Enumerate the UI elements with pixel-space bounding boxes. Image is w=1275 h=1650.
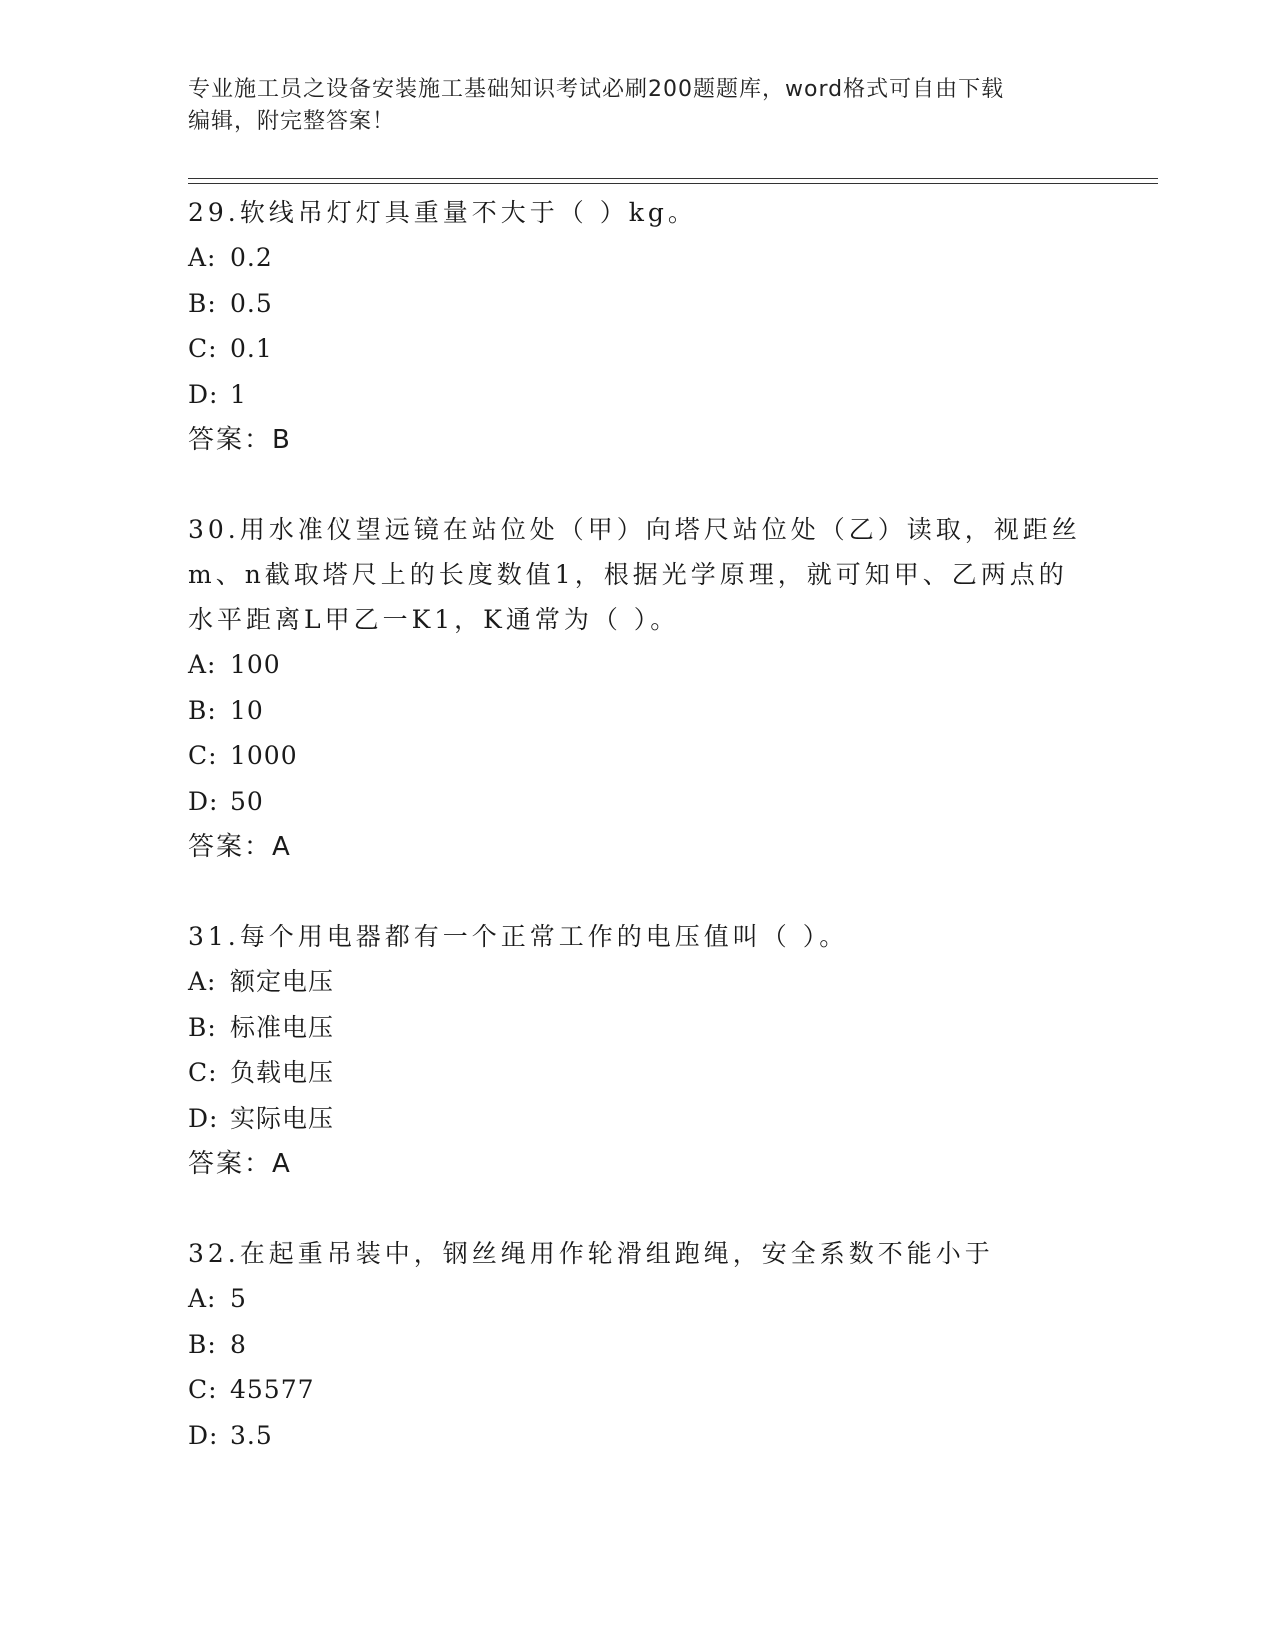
option-text: 标准电压	[230, 1012, 335, 1042]
option-letter: A:	[188, 650, 217, 679]
option-text: 1000	[230, 741, 298, 770]
option-letter: D:	[188, 379, 219, 409]
option-letter: C:	[188, 1375, 218, 1404]
question-stem: 29.软线吊灯灯具重量不大于（ ）kg。	[188, 198, 697, 227]
question-30	[188, 507, 1088, 870]
option-text: 0.5	[230, 288, 273, 318]
option-c	[188, 326, 1088, 372]
option-text: 50	[230, 786, 264, 816]
spacer	[188, 1187, 1088, 1231]
option-c	[188, 733, 1088, 779]
option-letter: A:	[188, 243, 217, 272]
option-text: 5	[230, 1284, 247, 1313]
option-a	[188, 235, 1088, 281]
question-list	[188, 190, 1088, 1458]
option-letter: A:	[188, 1284, 217, 1313]
answer-line: 答案：A	[188, 1149, 292, 1179]
option-letter: B:	[188, 1329, 217, 1359]
option-letter: C:	[188, 1058, 218, 1087]
header-line-1: 专业施工员之设备安装施工基础知识考试必刷200题题库，word格式可自由下载	[188, 77, 1005, 102]
option-letter: B:	[188, 695, 217, 725]
header-line-2: 编辑，附完整答案！	[188, 109, 396, 134]
option-text: 3.5	[230, 1420, 273, 1450]
option-letter: B:	[188, 288, 217, 318]
option-letter: D:	[188, 1420, 219, 1450]
option-letter: C:	[188, 741, 218, 770]
option-a	[188, 1276, 1088, 1322]
question-stem-line-3: 水平距离L甲乙一K1，K通常为（ ）。	[188, 605, 680, 634]
spacer	[188, 870, 1088, 914]
spacer	[188, 463, 1088, 507]
question-stem: 31.每个用电器都有一个正常工作的电压值叫（ ）。	[188, 922, 849, 951]
option-a	[188, 642, 1088, 688]
question-32	[188, 1231, 1088, 1458]
header-divider-bottom	[188, 183, 1158, 184]
option-letter: D:	[188, 786, 219, 816]
answer-line: 答案：B	[188, 425, 292, 455]
answer-line: 答案：A	[188, 832, 292, 862]
question-stem-line-2: m、n截取塔尺上的长度数值1，根据光学原理，就可知甲、乙两点的	[188, 560, 1068, 589]
option-b	[188, 281, 1088, 327]
question-29	[188, 190, 1088, 463]
option-letter: A:	[188, 967, 217, 996]
option-d	[188, 779, 1088, 825]
document-header	[188, 74, 1088, 138]
option-letter: D:	[188, 1103, 219, 1133]
option-b	[188, 688, 1088, 734]
option-letter: B:	[188, 1012, 217, 1042]
option-text: 实际电压	[230, 1103, 335, 1133]
option-b	[188, 1322, 1088, 1368]
option-d	[188, 1096, 1088, 1142]
option-text: 0.1	[230, 334, 273, 363]
option-text: 额定电压	[230, 967, 335, 996]
question-31	[188, 914, 1088, 1187]
question-stem-line-1: 30.用水准仪望远镜在站位处（甲）向塔尺站位处（乙）读取，视距丝	[188, 515, 1081, 544]
option-text: 0.2	[230, 243, 273, 272]
option-letter: C:	[188, 334, 218, 363]
option-d	[188, 372, 1088, 418]
option-text: 负载电压	[230, 1058, 335, 1087]
option-text: 8	[230, 1329, 247, 1359]
option-text: 1	[230, 379, 247, 409]
question-stem: 32.在起重吊装中，钢丝绳用作轮滑组跑绳，安全系数不能小于	[188, 1239, 994, 1268]
option-b	[188, 1005, 1088, 1051]
option-d	[188, 1413, 1088, 1459]
option-a	[188, 959, 1088, 1005]
option-c	[188, 1050, 1088, 1096]
header-divider-top	[188, 178, 1158, 179]
option-text: 100	[230, 650, 281, 679]
option-text: 10	[230, 695, 264, 725]
option-text: 45577	[230, 1375, 315, 1404]
option-c	[188, 1367, 1088, 1413]
